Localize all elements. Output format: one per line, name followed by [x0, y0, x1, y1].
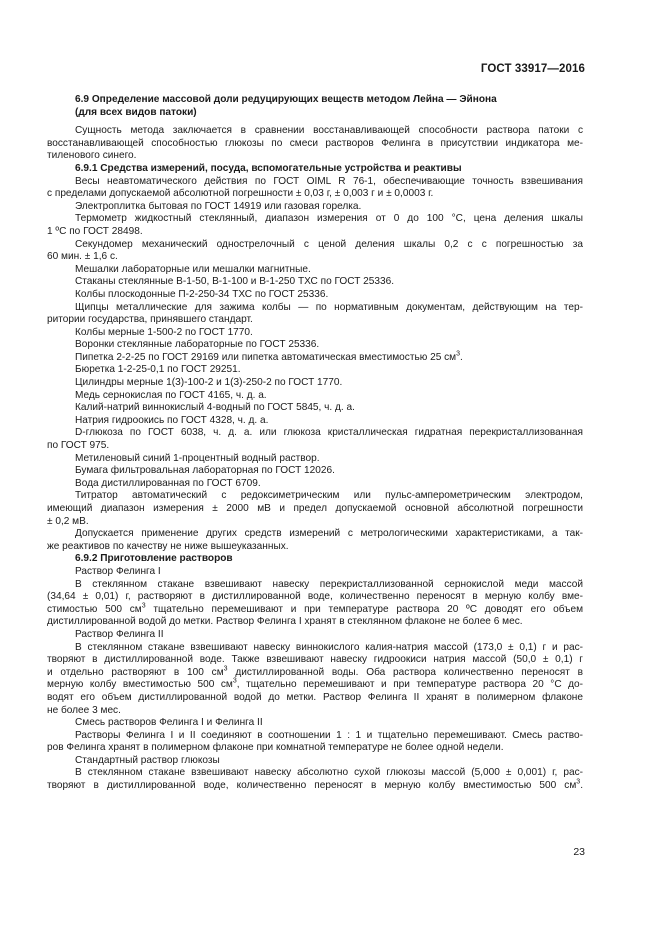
document-code: ГОСТ 33917—2016 [480, 63, 585, 75]
superscript: 3 [456, 350, 461, 358]
text-fragment: ритории государства, принявшего стандарт. [47, 314, 253, 326]
equipment-item-line [47, 226, 583, 239]
text-fragment: Воронки стеклянные лабораторные по ГОСТ 25336. [75, 339, 320, 351]
superscript: 3 [232, 677, 237, 685]
fehling1-heading: Раствор Фелинга I [75, 565, 161, 577]
text-fragment: Титратор автоматический с редоксиметрическим или пульс-амперометрическим электродом, [75, 490, 583, 502]
text-fragment: 1 ºС по ГОСТ 28498. [47, 225, 143, 237]
paragraph-line: (34,64 ± 0,01) г, растворяют в дистиллированной воде, количественно переносят в мерную колбу вме- [47, 591, 583, 603]
text-fragment: Термометр жидкостный стеклянный, диапазон измерения от 0 до 100 °С, цена деления шкалы [75, 213, 583, 225]
text-fragment: Бумага фильтровальная лабораторная по ГОСТ 12026. [75, 465, 335, 477]
mix-heading: Смесь растворов Фелинга I и Фелинга II [75, 717, 263, 729]
text-fragment: ± 0,2 мВ. [47, 515, 89, 527]
text-fragment: Пипетка 2-2-25 по ГОСТ 29169 или пипетка автоматическая вместимостью 25 см [75, 351, 457, 363]
paragraph-line: Растворы Фелинга I и II соединяют в соотношении 1 : 1 и тщательно перемешивают. Смесь раство- [75, 729, 583, 741]
section-title-6-9-2: 6.9.2 Приготовление растворов [75, 553, 233, 565]
text-fragment: Медь сернокислая по ГОСТ 4165, ч. д. а. [75, 389, 267, 401]
text-fragment: Весы неавтоматического действия по ГОСТ OIML R 76-1, обеспечивающие точность взвешивания [75, 175, 583, 187]
text-fragment: творяют в дистиллированной воде, количественно переносят в мерную колбу вместимостью 500 см [47, 780, 577, 792]
text-fragment: , тщательно перемешивают и при температуре раствора 20 °С до- [236, 679, 583, 691]
equipment-item-line [47, 339, 583, 352]
text-fragment: тщательно перемешивают и при температуре раствора 20 ºС доводят его объем [145, 603, 584, 615]
text-fragment: по ГОСТ 975. [47, 440, 110, 452]
equipment-item-line [47, 239, 583, 252]
equipment-item-line [47, 213, 583, 226]
text-fragment: . [460, 351, 463, 363]
equipment-item-line [47, 302, 583, 315]
text-fragment: Допускается применение других средств измерений с метрологическими характеристиками, а так- [75, 528, 583, 540]
equipment-item-line [47, 453, 583, 466]
equipment-item-line [47, 352, 583, 365]
paragraph-line [47, 667, 583, 680]
text-fragment: Бюретка 1-2-25-0,1 по ГОСТ 29251. [75, 364, 241, 376]
text-fragment: Электроплитка бытовая по ГОСТ 14919 или газовая горелка. [75, 200, 362, 212]
text-fragment: 60 мин. ± 1,6 с. [47, 251, 118, 263]
equipment-item-line [47, 402, 583, 415]
paragraph-line: В стеклянном стакане взвешивают навеску перекристаллизованной сернокислой меди массой [75, 578, 583, 590]
text-fragment: же реактивов по качеству не ниже вышеуказанных. [47, 540, 289, 552]
text-fragment: с пределами допускаемой абсолютной погрешности ± 0,03 г, ± 0,003 г и ± 0,0003 г. [47, 188, 434, 200]
paragraph-line: В стеклянном стакане взвешивают навеску абсолютно сухой глюкозы массой (5,000 ± 0,001) г, рас- [75, 767, 583, 779]
equipment-item-line [47, 427, 583, 440]
method-essence-line: тиленового синего. [47, 150, 137, 162]
paragraph-line: не более 3 мес. [47, 704, 121, 716]
equipment-item-line [47, 289, 583, 302]
section-title-6-9-cont: (для всех видов патоки) [75, 106, 197, 118]
text-fragment: имеющий диапазон измерения ± 2000 мВ и предел допускаемой основной абсолютной погрешности [47, 503, 583, 514]
text-fragment: мерную колбу вместимостью 500 см [47, 679, 233, 691]
equipment-item-line [47, 377, 583, 390]
superscript: 3 [141, 602, 146, 610]
equipment-item-line [47, 201, 583, 214]
equipment-item-line [47, 176, 583, 189]
equipment-item-line [47, 516, 583, 529]
method-essence-line: Сущность метода заключается в сравнении восстанавливающей способности раствора патоки с [75, 125, 583, 137]
equipment-item-line [47, 490, 583, 503]
page-content [47, 94, 583, 793]
equipment-item-line [47, 251, 583, 264]
equipment-item-line [47, 390, 583, 403]
equipment-item-line [47, 415, 583, 428]
text-fragment: Стаканы стеклянные В-1-50, В-1-100 и В-1-250 ТХС по ГОСТ 25336. [75, 276, 395, 288]
equipment-item-line [47, 364, 583, 377]
text-fragment: Вода дистиллированная по ГОСТ 6709. [75, 477, 261, 489]
paragraph-line: водят его объем дистиллированной водой до метки. Раствор Фелинга II хранят в полимерном флаконе [47, 691, 583, 703]
equipment-item-line [47, 327, 583, 340]
superscript: 3 [223, 665, 228, 673]
equipment-item-line [47, 440, 583, 453]
text-fragment: Калий-натрий виннокислый 4-водный по ГОСТ 5845, ч. д. а. [75, 402, 355, 414]
paragraph-line [47, 604, 583, 617]
text-fragment: Колбы плоскодонные П-2-250-34 ТХС по ГОСТ 25336. [75, 288, 329, 300]
section-title-6-9: 6.9 Определение массовой доли редуцирующих веществ методом Лейна — Эйнона [75, 94, 497, 105]
paragraph-line: В стеклянном стакане взвешивают навеску виннокислого калия-натрия массой (173,0 ± 0,1) г и рас- [75, 641, 583, 653]
paragraph-line: творяют в дистиллированной воде. Также взвешивают навеску гидроокиси натрия массой (50,0 ± 0,1) г [47, 654, 583, 666]
equipment-item-line [47, 528, 583, 541]
paragraph-line: ров Фелинга хранят в полимерном флаконе при комнатной температуре не более одной недели. [47, 742, 504, 754]
text-fragment: дистиллированной воды. Оба раствора количественно переносят в [227, 666, 583, 678]
text-fragment: Щипцы металлические для зажима колбы — по нормативным документам, действующим на тер- [75, 301, 583, 313]
text-fragment: Колбы мерные 1-500-2 по ГОСТ 1770. [75, 326, 253, 338]
paragraph-line [47, 679, 583, 692]
equipment-item-line [47, 541, 583, 554]
equipment-item-line [47, 465, 583, 478]
superscript: 3 [576, 778, 581, 786]
equipment-item-line [47, 188, 583, 201]
equipment-list [47, 176, 583, 554]
equipment-item-line [47, 264, 583, 277]
text-fragment: Натрия гидроокись по ГОСТ 4328, ч. д. а. [75, 414, 269, 426]
text-fragment: . [580, 780, 583, 792]
text-fragment: стимостью 500 см [47, 603, 142, 615]
text-fragment: Секундомер механический однострелочный с ценой деления шкалы 0,2 с с погрешностью за [75, 238, 583, 250]
text-fragment: Метиленовый синий 1-процентный водный раствор. [75, 452, 320, 464]
fehling2-heading: Раствор Фелинга II [75, 628, 164, 640]
method-essence-line: восстанавливающей способностью глюкозы по смеси растворов Фелинга в присутствии индикатора ме- [47, 137, 583, 149]
equipment-item-line [47, 478, 583, 491]
paragraph-line [47, 780, 583, 793]
text-fragment: Мешалки лабораторные или мешалки магнитные. [75, 263, 311, 275]
paragraph-line: дистиллированной водой до метки. Раствор Фелинга I хранят в стеклянном флаконе не более 6 мес. [47, 616, 523, 628]
equipment-item-line [47, 314, 583, 327]
page-number: 23 [573, 846, 585, 858]
text-fragment: Цилиндры мерные 1(3)-100-2 и 1(3)-250-2 по ГОСТ 1770. [75, 377, 343, 389]
text-fragment: D-глюкоза по ГОСТ 6038, ч. д. а. или глюкоза кристаллическая гидратная перекристаллизованная [75, 427, 583, 439]
text-fragment: и отдельно растворяют в 100 см [47, 666, 224, 678]
equipment-item-line [47, 503, 583, 516]
equipment-item-line [47, 276, 583, 289]
glucose-heading: Стандартный раствор глюкозы [75, 754, 220, 766]
section-title-6-9-1: 6.9.1 Средства измерений, посуда, вспомогательные устройства и реактивы [75, 162, 462, 174]
